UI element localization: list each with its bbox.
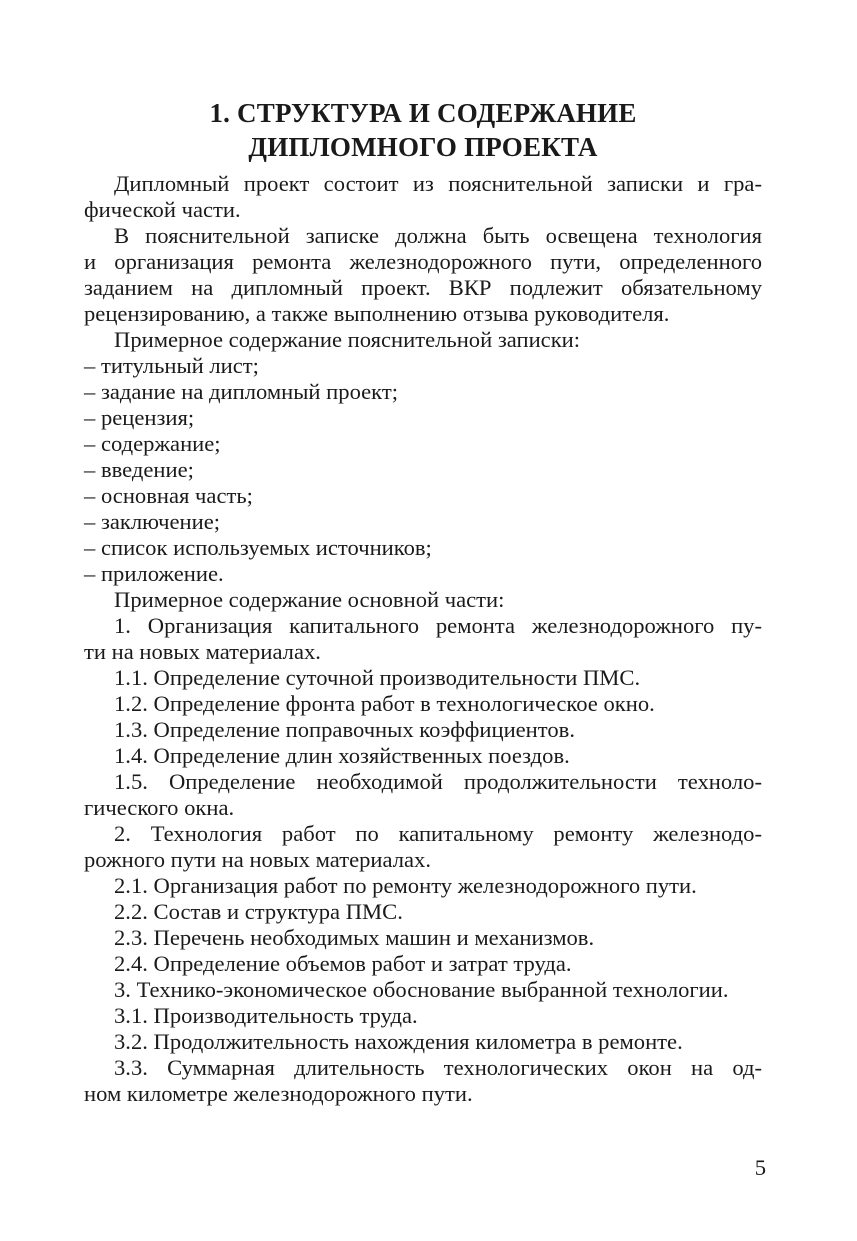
outline-item: 3.1. Производительность труда.	[114, 1003, 418, 1028]
outline-item: 3.2. Продолжительность нахождения километра в ремонте.	[114, 1029, 683, 1054]
outline-item: 1.4. Определение длин хозяйственных поездов.	[114, 743, 570, 768]
outline-item: 1. Организация капитального ремонта железнодорожного пу-	[114, 613, 762, 638]
outline-item-cont: рожного пути на новых материалах.	[84, 847, 431, 872]
chapter-title-line-2: ДИПЛОМНОГО ПРОЕКТА	[248, 132, 598, 162]
list-item: – введение;	[84, 457, 194, 482]
outline-item-cont: гического окна.	[84, 795, 235, 820]
outline-item: 1.2. Определение фронта работ в технологическое окно.	[114, 691, 655, 716]
text-line: Примерное содержание пояснительной записки:	[114, 327, 581, 352]
outline-item: 1.1. Определение суточной производительности ПМС.	[114, 665, 641, 690]
list-item: – содержание;	[84, 431, 221, 456]
list-item: – основная часть;	[84, 483, 253, 508]
list-item: – приложение.	[84, 561, 224, 586]
outline-item-cont: ти на новых материалах.	[84, 639, 321, 664]
list-item: – задание на дипломный проект;	[84, 379, 398, 404]
text-line: Примерное содержание основной части:	[114, 587, 505, 612]
text-line: фической части.	[84, 197, 241, 222]
list-item: – титульный лист;	[84, 353, 259, 378]
list-item: – рецензия;	[84, 405, 195, 430]
outline-item: 2.3. Перечень необходимых машин и механизмов.	[114, 925, 595, 950]
outline-item: 2. Технология работ по капитальному ремонту железнодо-	[114, 821, 762, 846]
outline-item: 3.3. Суммарная длительность технологических окон на од-	[114, 1055, 762, 1080]
document-page	[84, 96, 762, 1107]
outline-item: 1.3. Определение поправочных коэффициентов.	[114, 717, 575, 742]
text-line: заданием на дипломный проект. ВКР подлежит обязательному	[84, 275, 762, 300]
outline-item: 1.5. Определение необходимой продолжительности техноло-	[114, 769, 762, 794]
chapter-title	[84, 96, 762, 164]
outline-item-cont: ном километре железнодорожного пути.	[84, 1081, 473, 1106]
body-text	[84, 171, 762, 1107]
text-line: и организация ремонта железнодорожного пути, определенного	[84, 249, 762, 274]
text-line: Дипломный проект состоит из пояснительной записки и гра-	[114, 171, 762, 196]
text-line: рецензированию, а также выполнению отзыва руководителя.	[84, 301, 670, 326]
outline-item: 3. Технико-экономическое обоснование выбранной технологии.	[114, 977, 729, 1002]
outline-item: 2.2. Состав и структура ПМС.	[114, 899, 403, 924]
list-item: – список используемых источников;	[84, 535, 432, 560]
text-line: В пояснительной записке должна быть освещена технология	[114, 223, 762, 248]
outline-item: 2.1. Организация работ по ремонту железнодорожного пути.	[114, 873, 697, 898]
list-item: – заключение;	[84, 509, 221, 534]
outline-item: 2.4. Определение объемов работ и затрат труда.	[114, 951, 572, 976]
page-number: 5	[754, 1155, 766, 1180]
chapter-title-line-1: 1. СТРУКТУРА И СОДЕРЖАНИЕ	[209, 98, 637, 128]
